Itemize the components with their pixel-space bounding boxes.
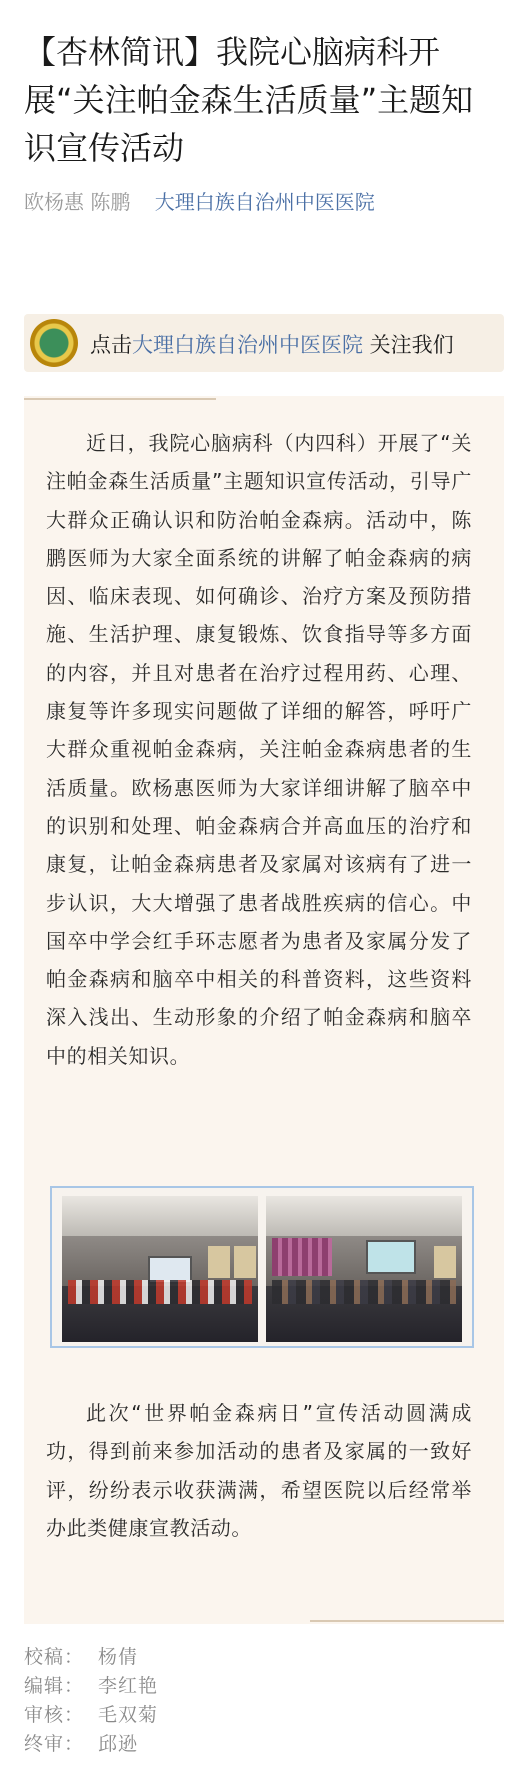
event-photo-2[interactable] — [266, 1196, 462, 1342]
credit-row-review — [24, 1701, 158, 1730]
credit-row-editor — [24, 1672, 158, 1701]
follow-account-link[interactable]: 大理白族自治州中医医院 — [132, 333, 363, 357]
credit-role: 校稿： — [24, 1646, 85, 1668]
account-name-link[interactable]: 大理白族自治州中医医院 — [154, 190, 375, 214]
credits-block — [24, 1643, 158, 1759]
credit-role: 终审： — [24, 1733, 85, 1755]
photo-gallery — [50, 1186, 474, 1348]
credit-role: 审核： — [24, 1704, 85, 1726]
credit-name: 毛双菊 — [98, 1704, 159, 1726]
article-title: 【杏林简讯】我院心脑病科开展“关注帕金森生活质量”主题知识宣传活动 — [24, 33, 474, 167]
follow-prefix: 点击 — [90, 333, 132, 357]
follow-suffix: 关注我们 — [363, 333, 454, 357]
credit-name: 邱逊 — [98, 1733, 139, 1755]
credit-role: 编辑： — [24, 1675, 85, 1697]
article-authors: 欧杨惠 陈鹏 — [24, 190, 131, 214]
event-photo-1[interactable] — [62, 1196, 258, 1342]
body-paragraph-2: 此次“世界帕金森病日”宣传活动圆满成功，得到前来参加活动的患者及家属的一致好评，纷纷表示收获满满，希望医院以后经常举办此类健康宣教活动。 — [46, 1401, 472, 1540]
follow-text — [90, 329, 454, 359]
credit-name: 杨倩 — [98, 1646, 139, 1668]
hospital-logo-icon — [30, 319, 78, 367]
credit-row-proofread — [24, 1643, 158, 1672]
credit-row-final-review — [24, 1730, 158, 1759]
credit-name: 李红艳 — [98, 1675, 159, 1697]
follow-banner[interactable] — [24, 314, 504, 372]
body-paragraph-1: 近日，我院心脑病科（内四科）开展了“关注帕金森生活质量”主题知识宣传活动，引导广大群众正确认识和防治帕金森病。活动中，陈鹏医师为大家全面系统的讲解了帕金森病的病因、临床表现、如何确诊、治疗方案及预防措施、生活护理、康复锻炼、饮食指导等多方面的内容，并且对患者在治疗过程用药、心理、康复等许多现实问题做了详细的解答，呼吁广大群众重视帕金森病，关注帕金森病患者的生活质量。欧杨惠医师为大家详细讲解了脑卒中的识别和处理、帕金森病合并高血压的治疗和康复，让帕金森病患者及家属对该病有了进一步认识，大大增强了患者战胜疾病的信心。中国卒中学会红手环志愿者为患者及家属分发了帕金森病和脑卒中相关的科普资料，这些资料深入浅出、生动形象的介绍了帕金森病和脑卒中的相关知识。 — [46, 431, 472, 1068]
divider-bottom — [310, 1620, 504, 1622]
divider-top — [24, 398, 216, 400]
article-meta — [24, 186, 375, 215]
